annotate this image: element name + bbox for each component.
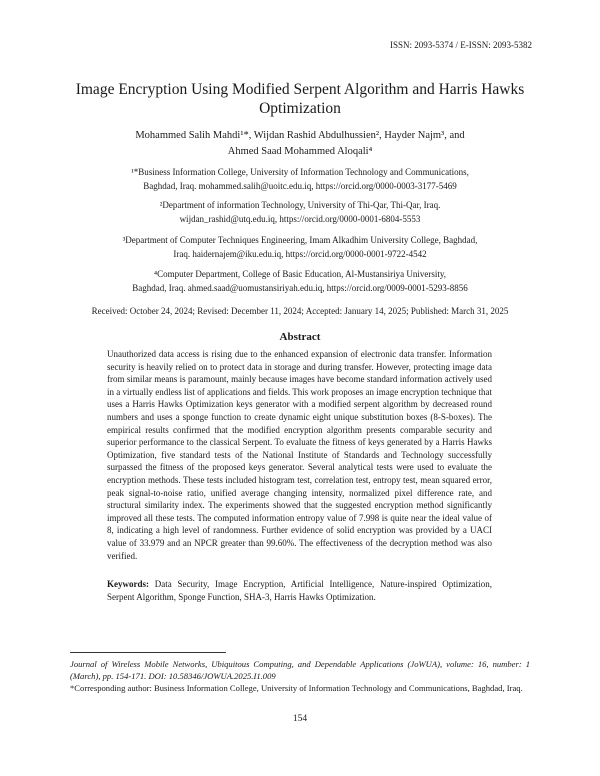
affiliation-3-line-1: ³Department of Computer Techniques Engineering, Imam Alkadhim University College, Baghdad,	[122, 235, 478, 245]
issn-header: ISSN: 2093-5374 / E-ISSN: 2093-5382	[389, 40, 532, 50]
keywords-text: Data Security, Image Encryption, Artificial Intelligence, Nature-inspired Optimization, Serpent Algorithm, Sponge Function, SHA-3, Harris Hawks Optimization.	[107, 579, 493, 602]
author-list	[60, 128, 540, 160]
journal-footnote: Journal of Wireless Mobile Networks, Ubiquitous Computing, and Dependable Applications (JoWUA), volume: 16, number: 1 (March), pp. 154-171. DOI: 10.58346/JOWUA.2025.I1.009	[70, 659, 530, 681]
keywords-label: Keywords:	[107, 579, 149, 589]
affiliation-2-line-2: wijdan_rashid@utq.edu.iq, https://orcid.org/0000-0001-6804-5553	[179, 213, 421, 224]
affiliation-2	[60, 199, 540, 226]
page-number: 154	[292, 714, 308, 724]
affiliation-4	[60, 268, 540, 295]
paper-title: Image Encryption Using Modified Serpent Algorithm and Harris Hawks Optimization	[75, 81, 525, 117]
abstract-text: Unauthorized data access is rising due to the enhanced expansion of electronic data transfer. Information security is heavily relied on to protect data in storage and during transfer. However, protecting image data from similar means is paramount, mainly because images have become standard information actively used in a virtually endless list of applications and fields. This work proposes an image encryption technique that uses a Harris Hawks Optimization keys generator with a modified serpent algorithm by decreased round numbers and uses a sponge function to create dynamic eight unique substitution boxes (8-S-boxes). The empirical results confirmed that the modified encryption algorithm presents comparable security and superior performance to the classical Serpent. To evaluate the fitness of keys generated by a Harris Hawks Optimization, five standard tests of the National Institute of Standards and Technology successfully surpassed the fitness of the proposed keys generator. Several analytical tests were used to evaluate the encryption methods. These tests included histogram test, correlation test, entropy test, mean squared error, peak signal-to-noise ratio, unified average changing intensity, normalized pixel difference rate, and structural similarity index. The experiments showed that the suggested encryption method significantly improved all these tests. The computed information entropy value of 7.998 is quite near the ideal value of 8, indicating a high level of randomness. Further evidence of solid encryption was provided by a UACI value of 33.979 and an NPCR greater than 99.60%. The effectiveness of the decryption method was also verified.	[107, 349, 492, 561]
publication-dates: Received: October 24, 2024; Revised: December 11, 2024; Accepted: January 14, 2025; Published: March 31, 2025	[91, 306, 509, 316]
corresponding-author-footnote: *Corresponding author: Business Information College, University of Information Technology and Communications, Baghdad, Iraq.	[70, 683, 523, 694]
affiliation-4-line-2: Baghdad, Iraq. ahmed.saad@uomustansiriyah.edu.iq, https://orcid.org/0009-0001-5293-8856	[132, 282, 468, 293]
affiliation-1-line-2: Baghdad, Iraq. mohammed.salih@uoitc.edu.iq, https://orcid.org/0000-0003-3177-5469	[143, 180, 457, 191]
affiliation-1	[60, 166, 540, 193]
footnotes	[70, 659, 530, 695]
affiliation-3-line-2: Iraq. haidernajem@iku.edu.iq, https://orcid.org/0000-0001-9722-4542	[173, 248, 427, 259]
abstract-heading: Abstract	[279, 331, 321, 343]
affiliation-1-line-1: ¹*Business Information College, University of Information Technology and Communications,	[131, 167, 469, 177]
footnote-divider	[70, 652, 226, 653]
keywords-block	[107, 578, 492, 603]
author-line-2: Ahmed Saad Mohammed Aloqali⁴	[227, 146, 373, 157]
affiliation-4-line-1: ⁴Computer Department, College of Basic Education, Al-Mustansiriya University,	[154, 269, 446, 279]
author-line-1: Mohammed Salih Mahdi¹*, Wijdan Rashid Abdulhussien², Hayder Najm³, and	[135, 130, 465, 141]
affiliation-2-line-1: ²Department of information Technology, University of Thi-Qar, Thi-Qar, Iraq.	[159, 200, 441, 210]
affiliation-3	[60, 234, 540, 261]
